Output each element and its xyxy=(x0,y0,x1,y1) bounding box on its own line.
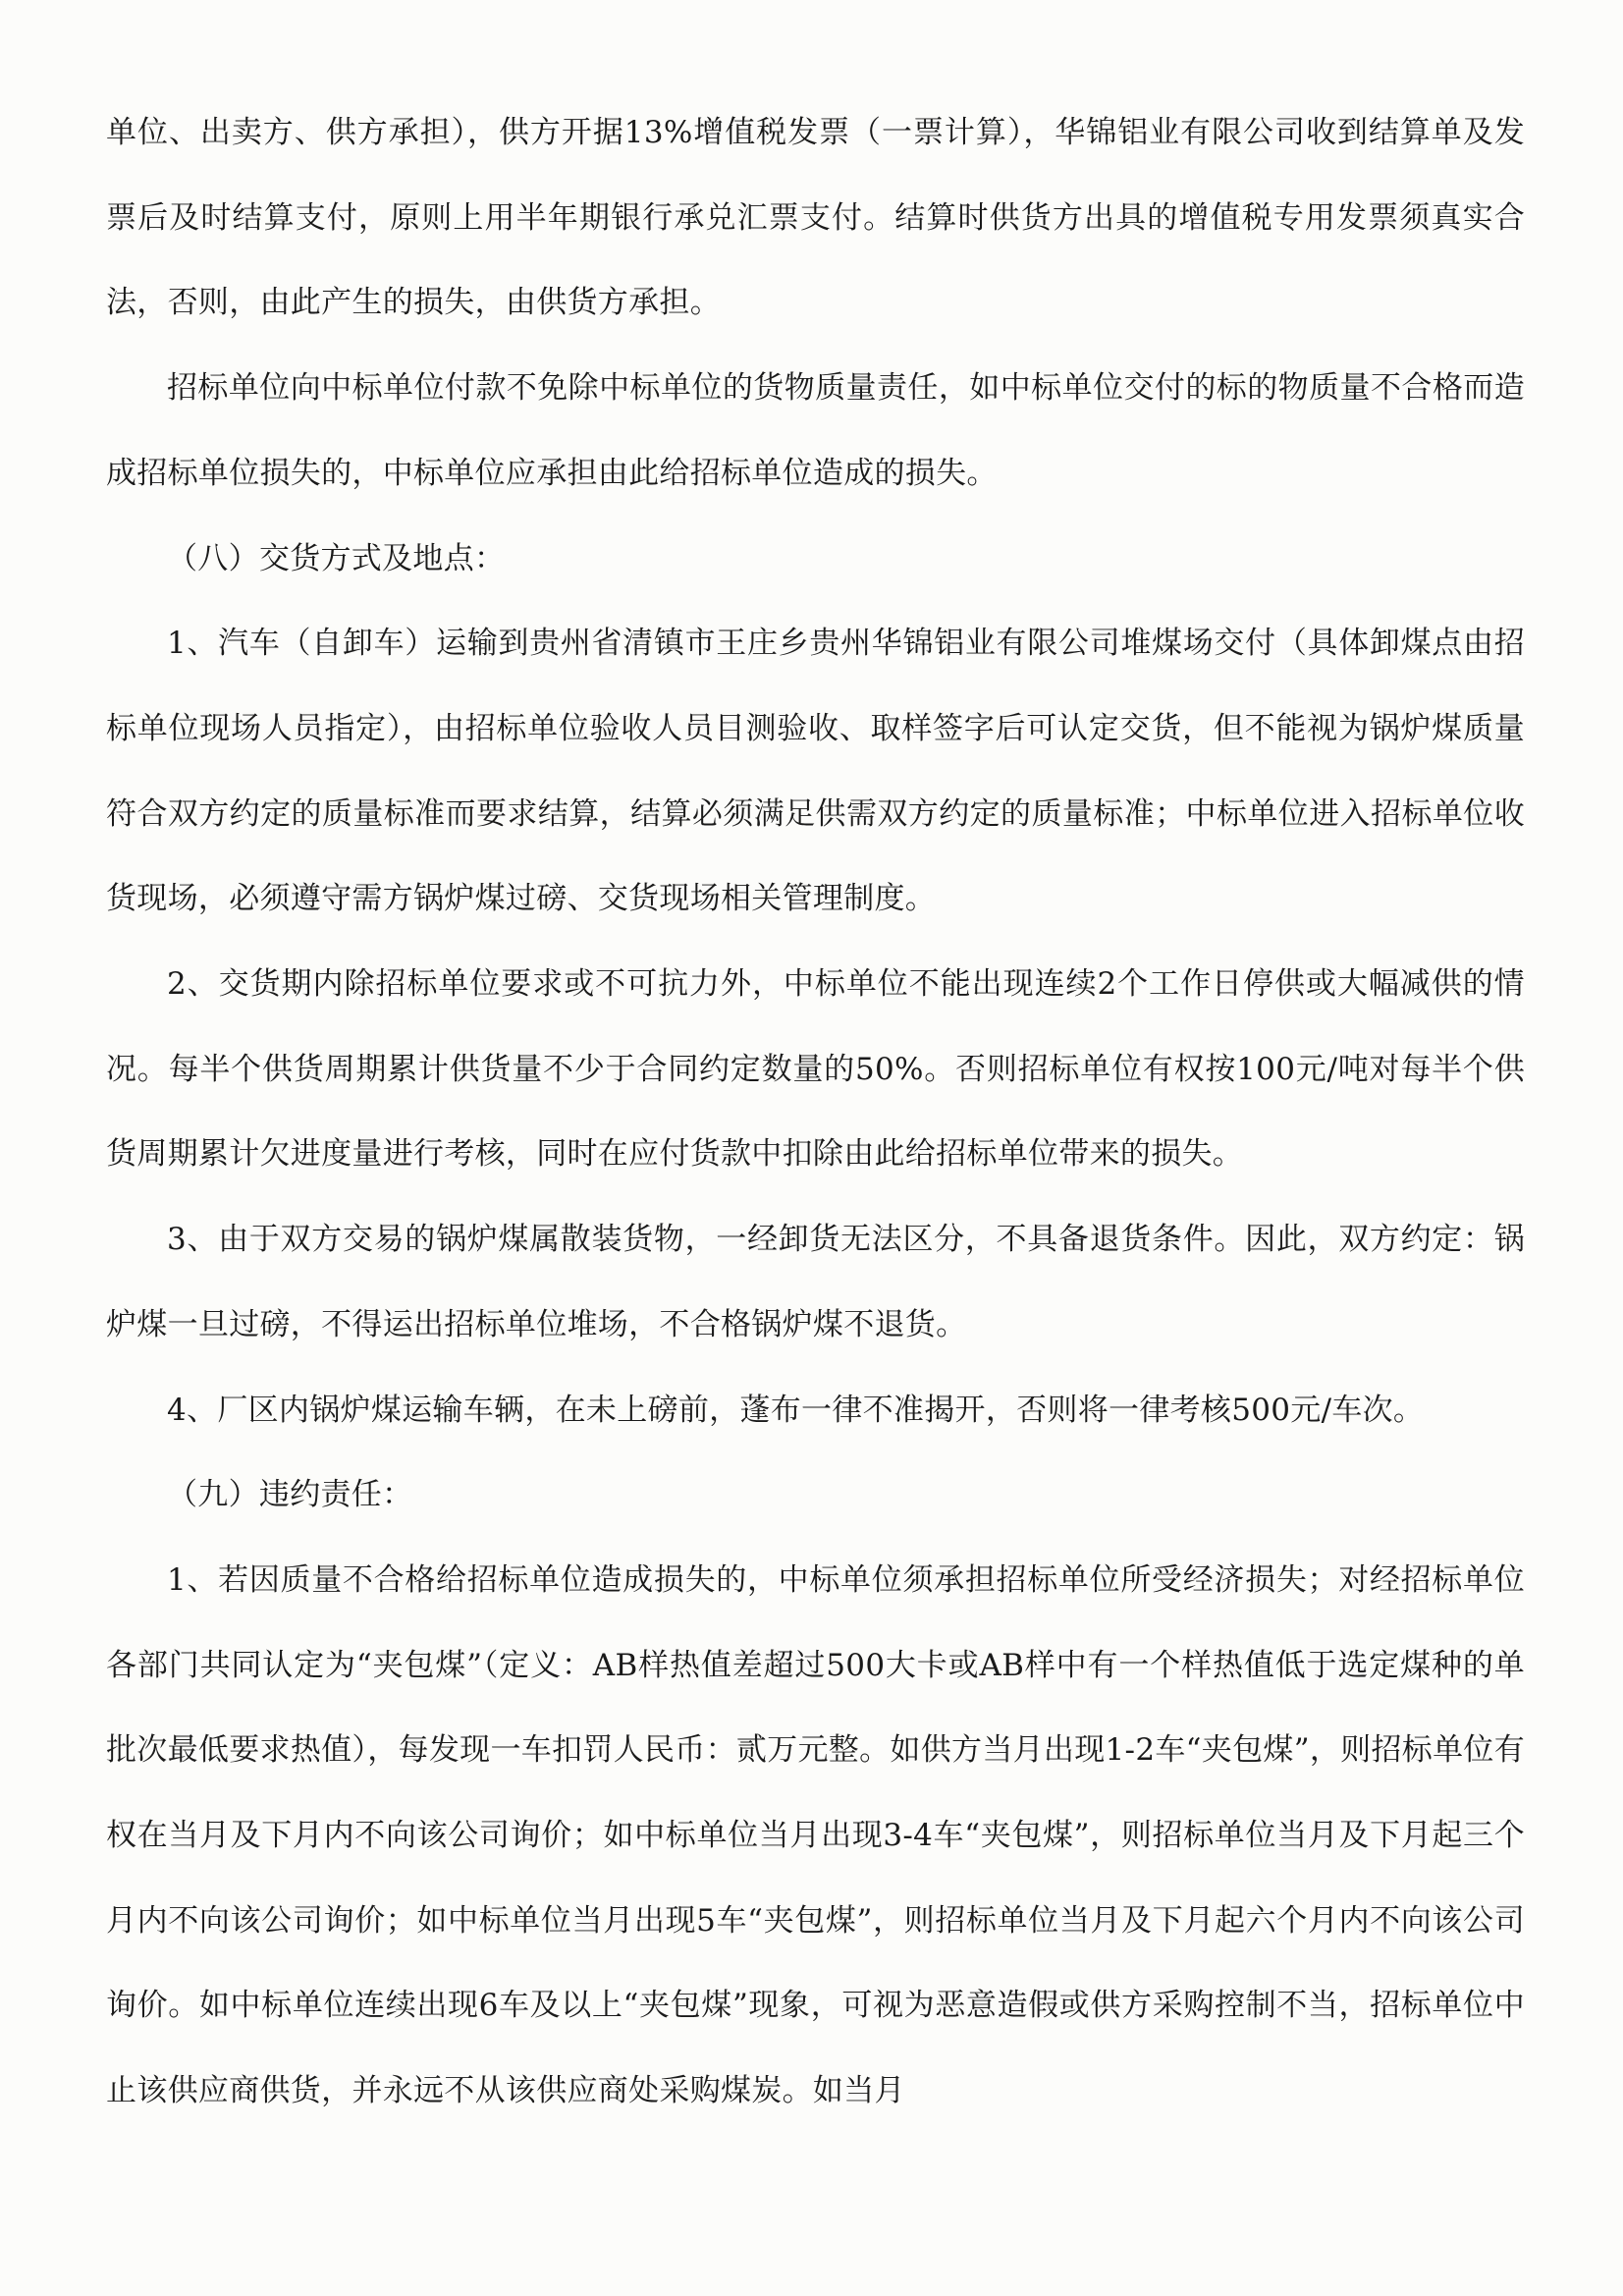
document-body xyxy=(106,90,1525,2134)
section-heading-liability: （九）违约责任： xyxy=(167,1477,413,1513)
section-heading-delivery: （八）交货方式及地点： xyxy=(167,540,506,576)
paragraph-delivery-item-1: 1、汽车（自卸车）运输到贵州省清镇市王庄乡贵州华锦铝业有限公司堆煤场交付（具体卸煤点由招标单位现场人员指定），由招标单位验收人员目测验收、取样签字后可认定交货，但不能视为锅炉煤质量符合双方约定的质量标准而要求结算，结算必须满足供需双方约定的质量标准；中标单位进入招标单位收货现场，必须遵守需方锅炉煤过磅、交货现场相关管理制度。 xyxy=(106,626,1525,917)
paragraph-delivery-item-3: 3、由于双方交易的锅炉煤属散装货物，一经卸货无法区分，不具备退货条件。因此，双方约定：锅炉煤一旦过磅，不得运出招标单位堆场，不合格锅炉煤不退货。 xyxy=(106,1222,1525,1342)
paragraph-delivery-item-2: 2、交货期内除招标单位要求或不可抗力外，中标单位不能出现连续2个工作日停供或大幅减供的情况。每半个供货周期累计供货量不少于合同约定数量的50%。否则招标单位有权按100元/吨对每半个供货周期累计欠进度量进行考核，同时在应付货款中扣除由此给招标单位带来的损失。 xyxy=(106,966,1525,1173)
paragraph-delivery-item-4: 4、厂区内锅炉煤运输车辆，在未上磅前，蓬布一律不准揭开，否则将一律考核500元/车次。 xyxy=(167,1392,1425,1428)
paragraph-invoice-continuation: 单位、出卖方、供方承担），供方开据13%增值税发票（一票计算），华锦铝业有限公司收到结算单及发票后及时结算支付，原则上用半年期银行承兑汇票支付。结算时供货方出具的增值税专用发票须真实合法，否则，由此产生的损失，由供货方承担。 xyxy=(106,115,1525,321)
paragraph-payment-responsibility: 招标单位向中标单位付款不免除中标单位的货物质量责任，如中标单位交付的标的物质量不合格而造成招标单位损失的，中标单位应承担由此给招标单位造成的损失。 xyxy=(106,370,1525,491)
paragraph-liability-item-1: 1、若因质量不合格给招标单位造成损失的，中标单位须承担招标单位所受经济损失；对经招标单位各部门共同认定为“夹包煤”（定义：AB样热值差超过500大卡或AB样中有一个样热值低于选定煤种的单批次最低要求热值），每发现一车扣罚人民币：贰万元整。如供方当月出现1-2车“夹包煤”，则招标单位有权在当月及下月内不向该公司询价；如中标单位当月出现3-4车“夹包煤”，则招标单位当月及下月起三个月内不向该公司询价；如中标单位当月出现5车“夹包煤”，则招标单位当月及下月起六个月内不向该公司询价。如中标单位连续出现6车及以上“夹包煤”现象，可视为恶意造假或供方采购控制不当，招标单位中止该供应商供货，并永远不从该供应商处采购煤炭。如当月 xyxy=(106,1561,1525,2109)
